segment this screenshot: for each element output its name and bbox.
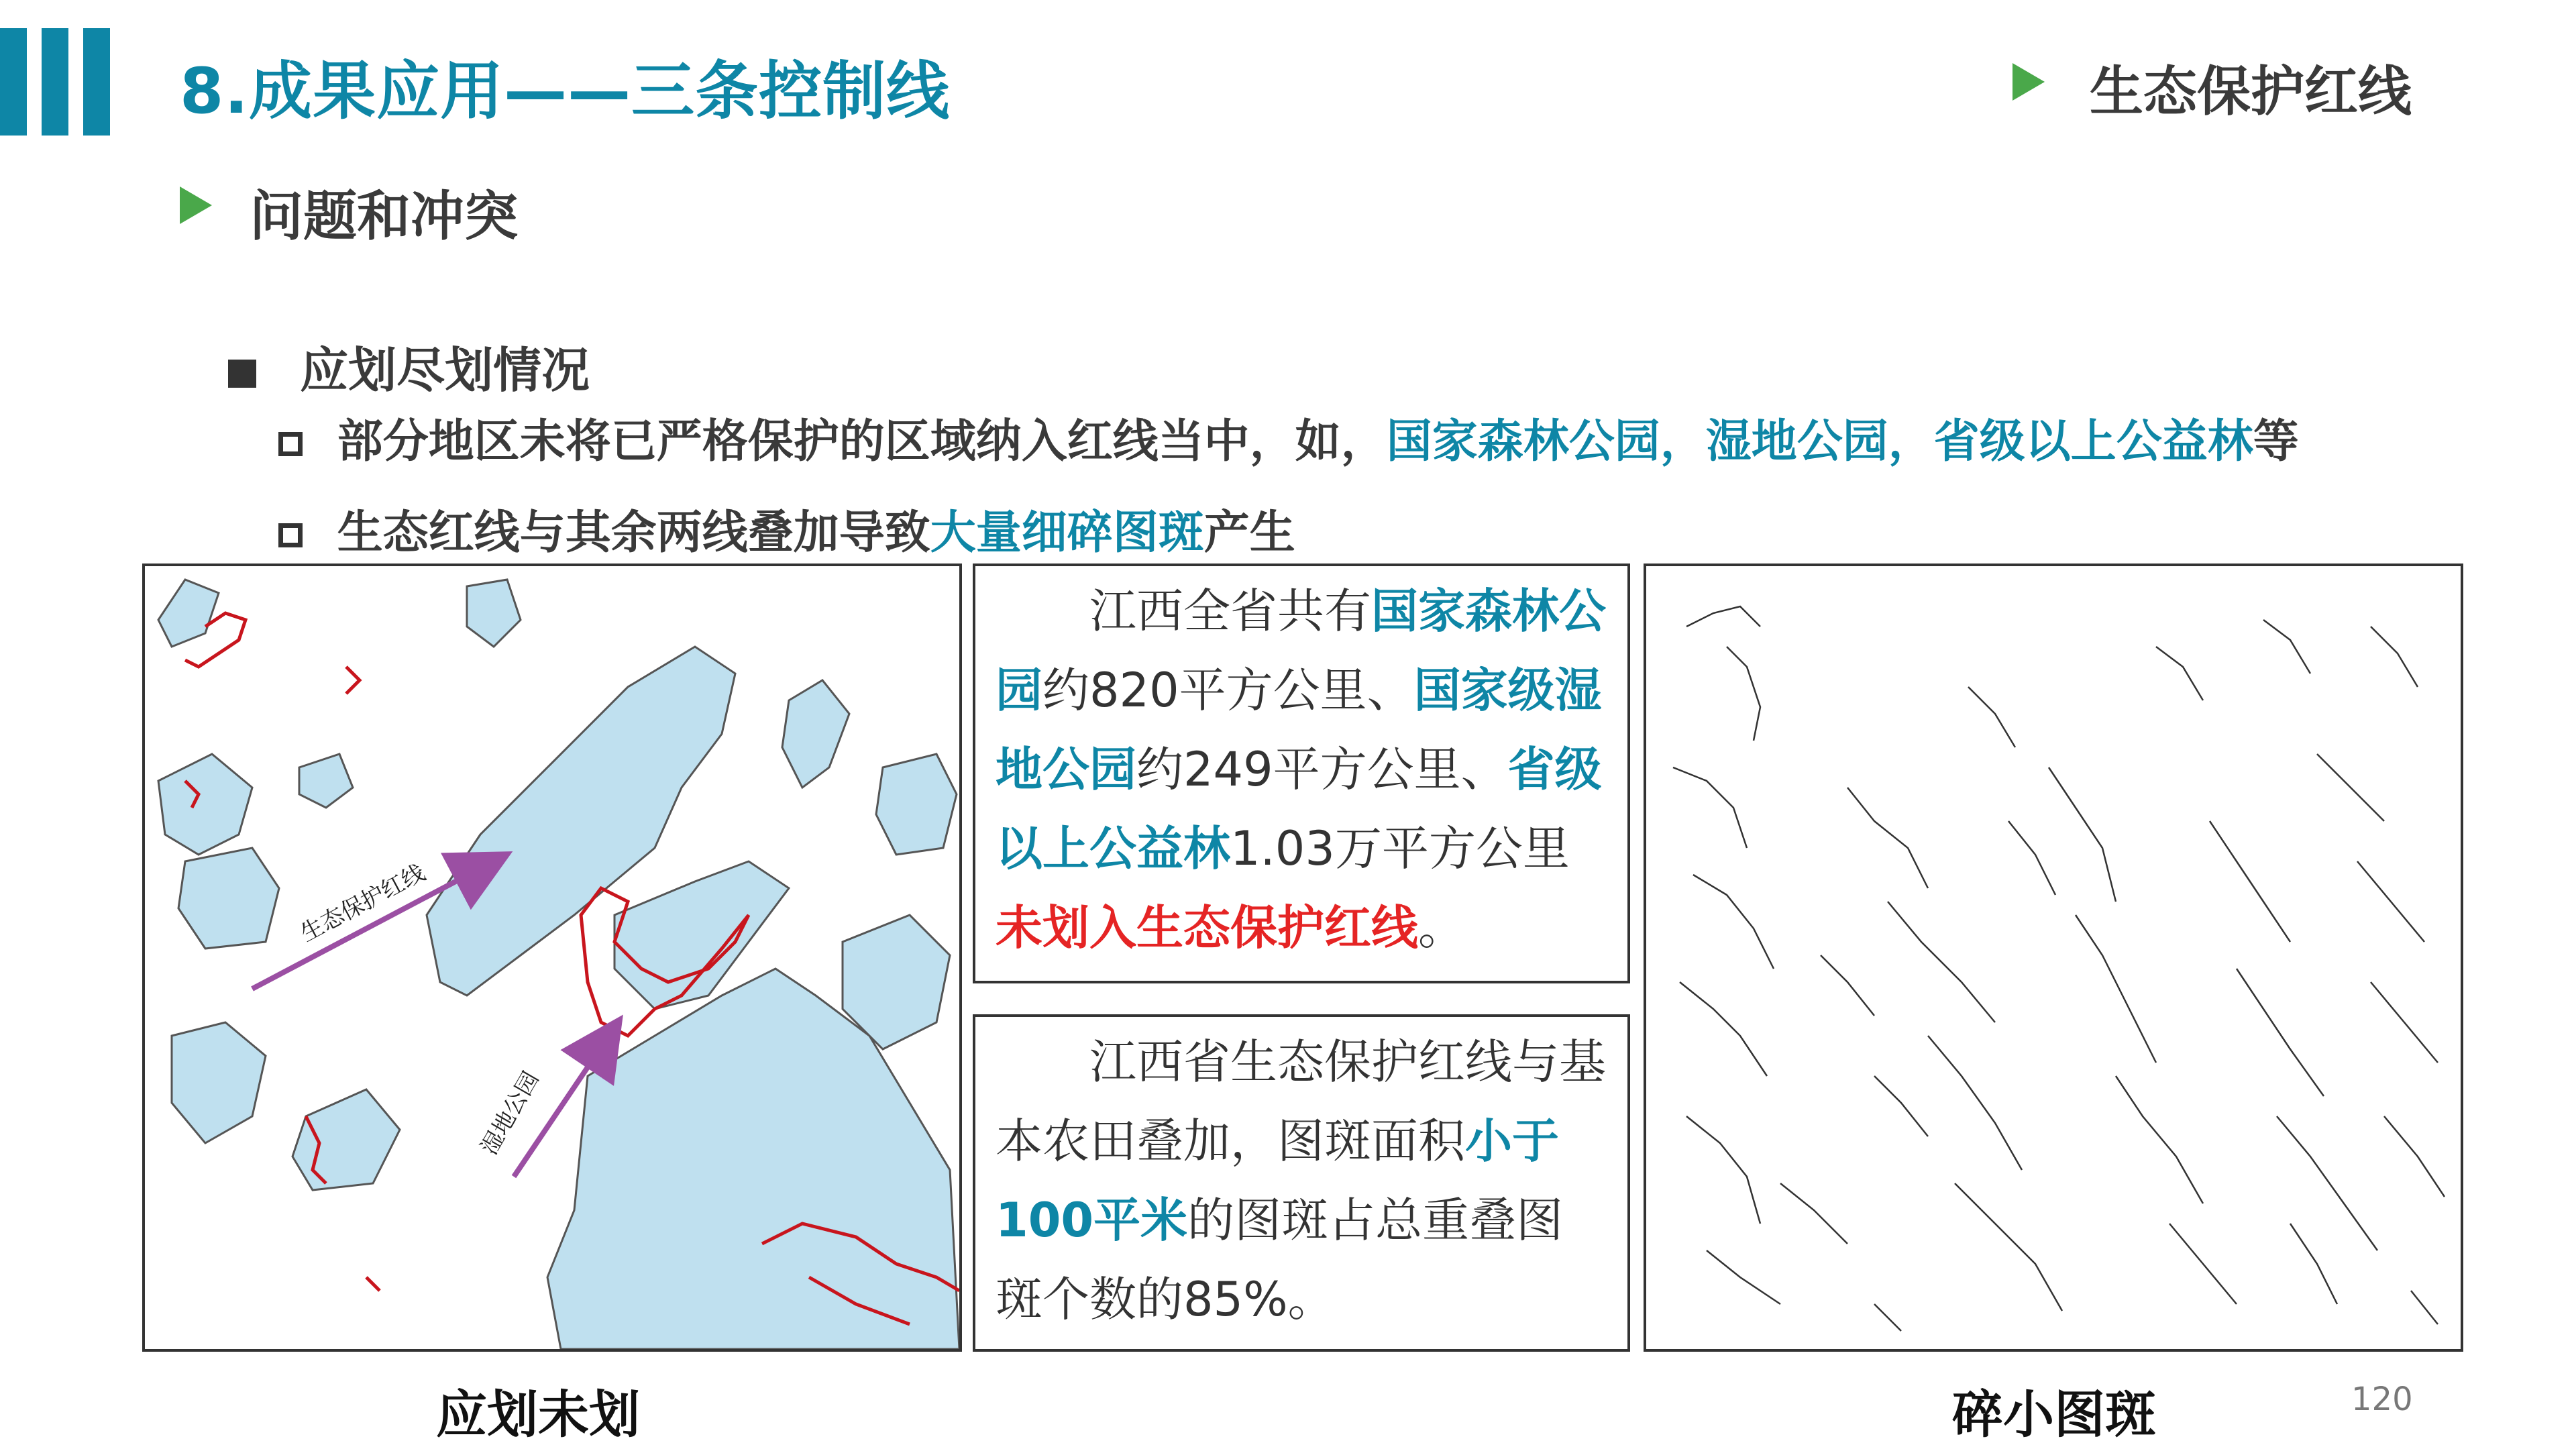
info-box-1	[973, 564, 1630, 983]
bullet-1-suffix: 等	[2253, 415, 2299, 468]
info-1-text: 约820平方公里、	[1042, 663, 1414, 718]
info-1-text: 约249平方公里、	[1136, 742, 1508, 797]
section-tag: 生态保护红线	[2090, 60, 2412, 123]
page-number: 120	[2351, 1381, 2413, 1418]
info-1-highlight-red: 未划入生态保护红线	[996, 900, 1418, 955]
info-1-text: 。	[1418, 900, 1465, 955]
info-1-text: 1.03万平方公里	[1230, 821, 1570, 876]
bullet-2-text: 生态红线与其余两线叠加导致	[337, 506, 930, 559]
subsection-title: 应划尽划情况	[300, 342, 590, 398]
info-2-highlight: 小于100平米	[996, 1114, 1559, 1248]
bullet-line-2	[278, 496, 1295, 561]
label-ecology-redline: 生态保护红线	[296, 859, 430, 947]
info-1-highlight-forest-welfare: 省级以上公益林	[996, 742, 1602, 876]
info-2-text: 江西省生态保护红线与基本农田叠加，图斑面积	[996, 1034, 1606, 1169]
info-1-highlight-wetland: 国家级湿地公园	[996, 663, 1602, 797]
bullet-2-suffix: 产生	[1203, 506, 1295, 559]
play-triangle-icon	[180, 186, 212, 224]
play-triangle-icon	[2012, 63, 2045, 101]
info-2-text: 的图斑占总重叠图斑个数的85%。	[996, 1193, 1564, 1327]
bullet-1-highlight: 国家森林公园，湿地公园，省级以上公益林	[1386, 415, 2253, 468]
bullet-1-text: 部分地区未将已严格保护的区域纳入红线当中，如，	[337, 415, 1387, 468]
hollow-square-bullet-icon	[278, 432, 303, 456]
patch-lines	[1673, 606, 2445, 1331]
map-svg	[145, 566, 959, 1349]
section-title: 问题和冲突	[250, 185, 518, 248]
square-bullet-icon	[228, 360, 256, 388]
caption-right-map: 碎小图斑	[1952, 1385, 2156, 1444]
info-1-highlight-forest: 国家森林公园	[996, 584, 1606, 718]
bullet-line-1	[278, 405, 2299, 470]
header-bars	[0, 28, 121, 136]
left-map	[142, 564, 962, 1352]
hollow-square-bullet-icon	[278, 523, 303, 547]
label-wetland-park: 湿地公园	[476, 1067, 545, 1160]
right-map	[1644, 564, 2463, 1352]
fragment-patches-svg	[1646, 566, 2461, 1349]
caption-left-map: 应划未划	[436, 1385, 640, 1444]
info-box-2	[973, 1014, 1630, 1352]
bullet-2-highlight: 大量细碎图斑	[930, 506, 1204, 559]
info-1-text: 江西全省共有	[1089, 584, 1371, 639]
page-title: 8.成果应用——三条控制线	[180, 55, 951, 128]
subsection-heading	[228, 331, 590, 401]
